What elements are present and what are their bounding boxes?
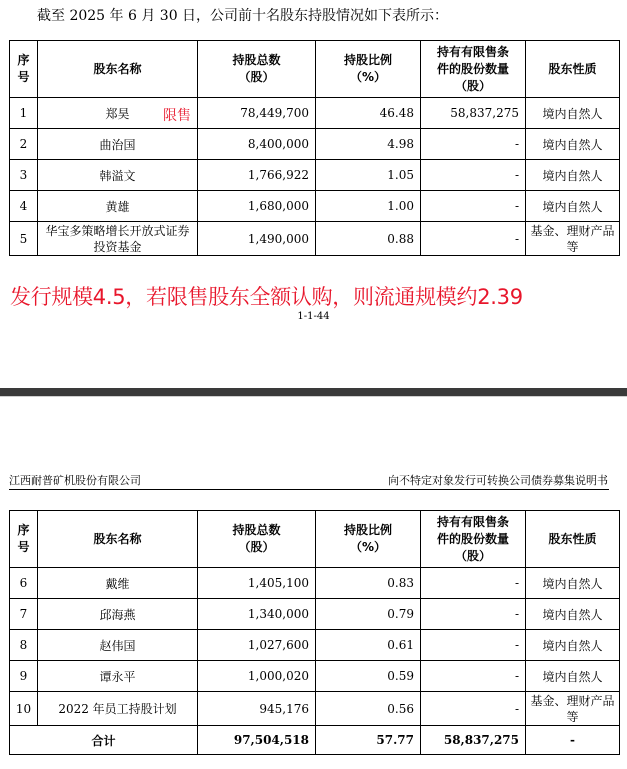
table-row: 7 邱海燕 1,340,000 0.79 - 境内自然人: [10, 599, 620, 630]
header-nature: 股东性质: [526, 511, 620, 568]
document-title: 向不特定对象发行可转换公司债券募集说明书: [388, 474, 608, 487]
shareholder-table-top: [9, 40, 620, 256]
table-row: 4 黄雄 1,680,000 1.00 - 境内自然人: [10, 191, 620, 222]
header-ratio: 持股比例 （%）: [316, 511, 421, 568]
table-row: 2 曲治国 8,400,000 4.98 - 境内自然人: [10, 129, 620, 160]
header-ratio: 持股比例 （%）: [316, 41, 421, 98]
company-name: 江西耐普矿机股份有限公司: [9, 474, 141, 487]
total-row: 合计 97,504,518 57.77 58,837,275 -: [10, 726, 620, 755]
table-row: 8 赵伟国 1,027,600 0.61 - 境内自然人: [10, 630, 620, 661]
page-number: 1-1-44: [297, 311, 330, 322]
table-row: 10 2022 年员工持股计划 945,176 0.56 - 基金、理财产品等: [10, 692, 620, 726]
table-row: 3 韩溢文 1,766,922 1.05 - 境内自然人: [10, 160, 620, 191]
table-row: 9 谭永平 1,000,020 0.59 - 境内自然人: [10, 661, 620, 692]
table-row: 6 戴维 1,405,100 0.83 - 境内自然人: [10, 568, 620, 599]
header-nature: 股东性质: [526, 41, 620, 98]
table-row: 5 华宝多策略增长开放式证券投资基金 1,490,000 0.88 - 基金、理财产品等: [10, 222, 620, 256]
restricted-annotation: 限售: [163, 108, 191, 124]
intro-text: 截至 2025 年 6 月 30 日，公司前十名股东持股情况如下表所示：: [37, 8, 449, 24]
shareholder-table-bottom: [9, 510, 620, 755]
header-restricted: 持有有限售条 件的股份数量 （股）: [421, 511, 526, 568]
page-divider: [0, 388, 627, 396]
header-restricted: 持有有限售条 件的股份数量 （股）: [421, 41, 526, 98]
header-no: 序 号: [10, 41, 38, 98]
header-name: 股东名称: [38, 41, 198, 98]
table-header-row: [10, 41, 620, 98]
header-no: 序 号: [10, 511, 38, 568]
table-header-row: [10, 511, 620, 568]
header-shares: 持股总数 （股）: [198, 511, 316, 568]
table-row: 1 郑昊 限售 78,449,700 46.48 58,837,275 境内自然人: [10, 98, 620, 129]
page-divider-shadow: [0, 396, 627, 397]
header-shares: 持股总数 （股）: [198, 41, 316, 98]
red-annotation-note: 发行规模4.5，若限售股东全额认购，则流通规模约2.39: [10, 285, 523, 309]
header-rule: [9, 489, 609, 490]
header-name: 股东名称: [38, 511, 198, 568]
